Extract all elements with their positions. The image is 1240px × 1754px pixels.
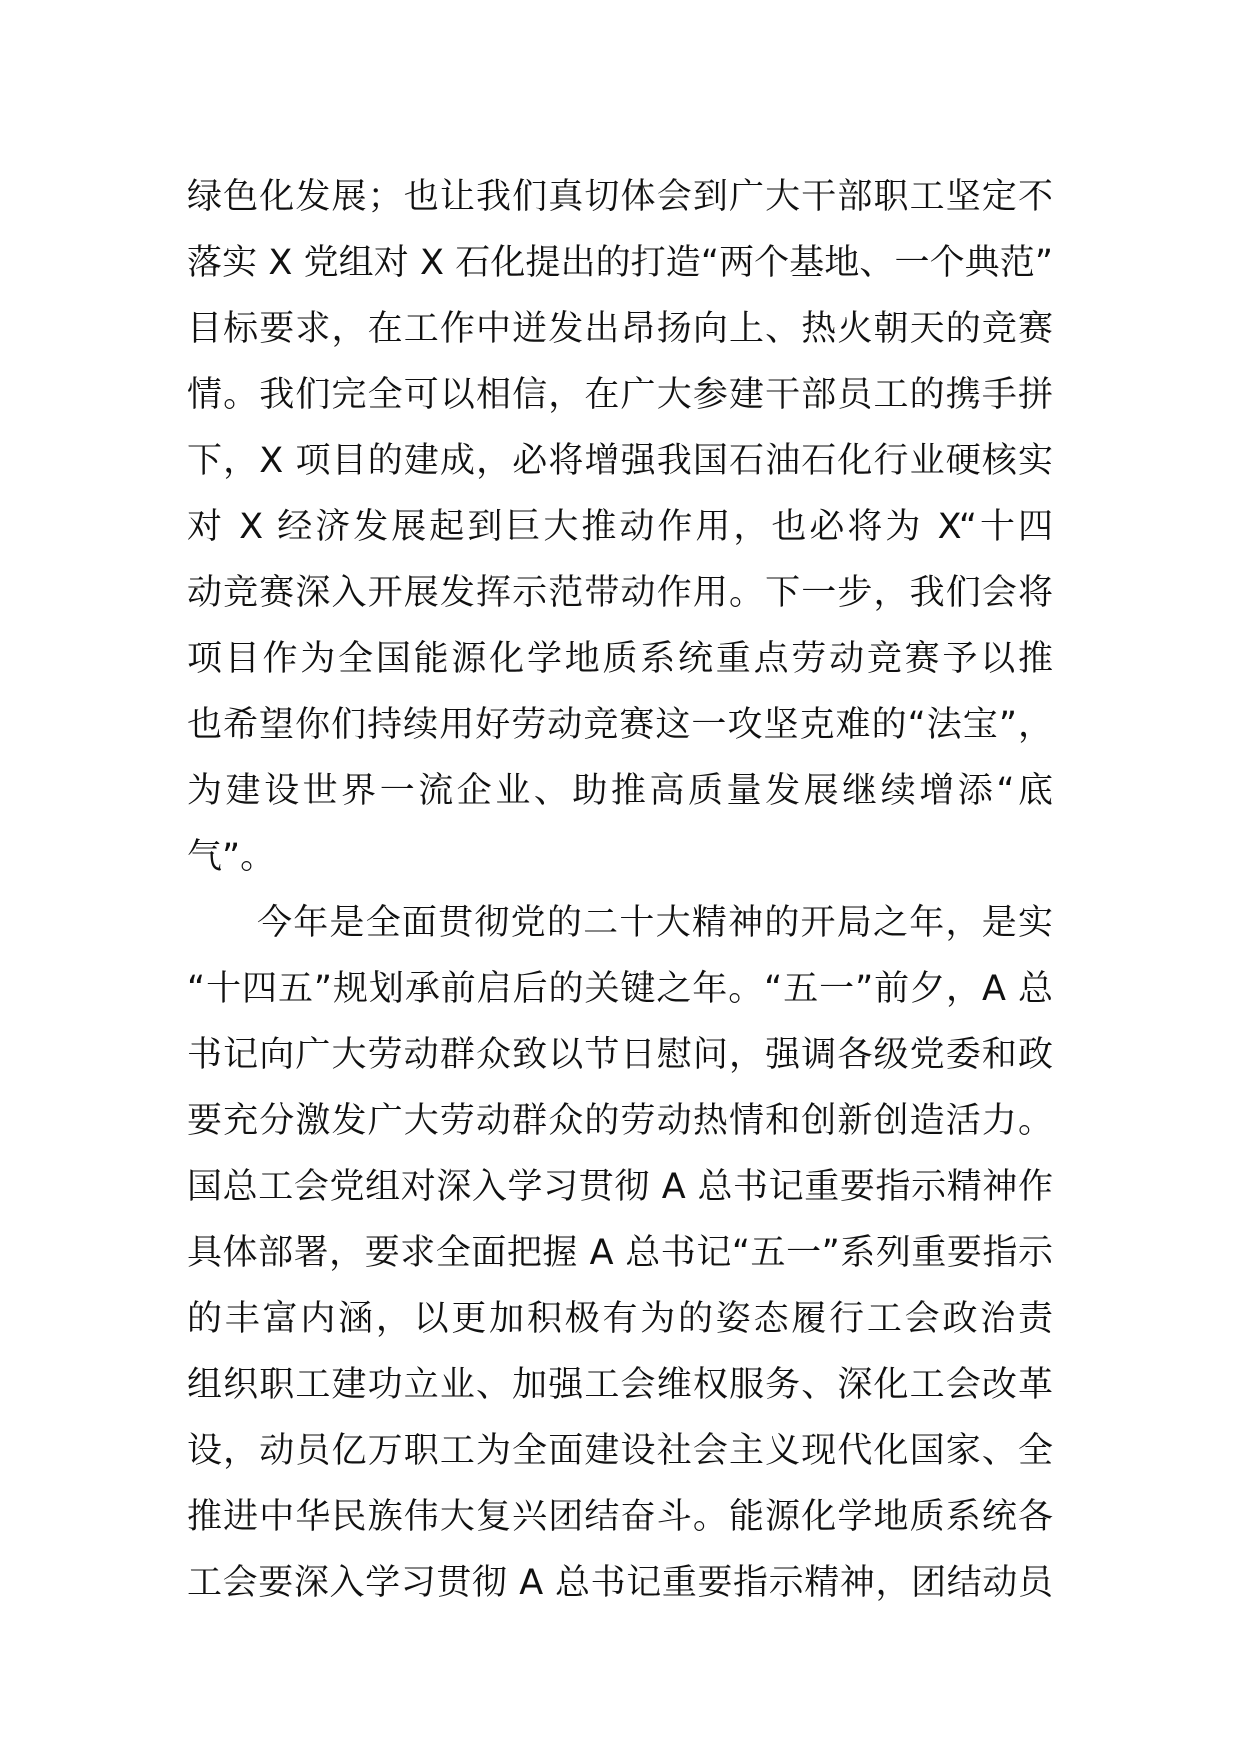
- paragraph-line: 也希望你们持续用好劳动竞赛这一攻坚克难的“法宝”，: [187, 705, 1053, 745]
- paragraph-line: 书记向广大劳动群众致以节日慰问，强调各级党委和政: [187, 1035, 1053, 1075]
- paragraph-line: 情。我们完全可以相信，在广大参建干部员工的携手拼: [187, 375, 1053, 415]
- paragraph-line: 动竞赛深入开展发挥示范带动作用。下一步，我们会将: [187, 573, 1053, 613]
- paragraph-line: 落实 X 党组对 X 石化提出的打造“两个基地、一个典范”: [187, 243, 1053, 283]
- paragraph-line: 国总工会党组对深入学习贯彻 A 总书记重要指示精神作: [187, 1167, 1053, 1207]
- paragraph-line: 目标要求，在工作中迸发出昂扬向上、热火朝天的竞赛: [187, 309, 1053, 349]
- paragraph-line: 设，动员亿万职工为全面建设社会主义现代化国家、全: [187, 1431, 1053, 1471]
- paragraph-line: “十四五”规划承前启后的关键之年。“五一”前夕，A 总: [187, 969, 1053, 1009]
- paragraph-line: 组织职工建功立业、加强工会维权服务、深化工会改革: [187, 1365, 1053, 1405]
- paragraph-line: 气”。: [187, 837, 276, 877]
- paragraph-line: 要充分激发广大劳动群众的劳动热情和创新创造活力。: [187, 1101, 1053, 1141]
- paragraph-line: 下，X 项目的建成，必将增强我国石油石化行业硬核实: [187, 441, 1053, 481]
- paragraph-line: 对 X 经济发展起到巨大推动作用，也必将为 X“十四: [187, 507, 1053, 547]
- paragraph-line: 今年是全面贯彻党的二十大精神的开局之年，是实: [257, 903, 1053, 943]
- paragraph-line: 推进中华民族伟大复兴团结奋斗。能源化学地质系统各: [187, 1497, 1053, 1537]
- paragraph-2: [187, 890, 1053, 1616]
- paragraph-line: 绿色化发展；也让我们真切体会到广大干部职工坚定不: [187, 177, 1053, 217]
- paragraph-line: 为建设世界一流企业、助推高质量发展继续增添“底: [187, 771, 1053, 811]
- paragraph-line: 工会要深入学习贯彻 A 总书记重要指示精神，团结动员: [187, 1563, 1053, 1603]
- paragraph-line: 项目作为全国能源化学地质系统重点劳动竞赛予以推: [187, 639, 1053, 679]
- paragraph-line: 具体部署，要求全面把握 A 总书记“五一”系列重要指示: [187, 1233, 1053, 1273]
- paragraph-1: [187, 164, 1053, 890]
- paragraph-line: 的丰富内涵，以更加积极有为的姿态履行工会政治责: [187, 1299, 1053, 1339]
